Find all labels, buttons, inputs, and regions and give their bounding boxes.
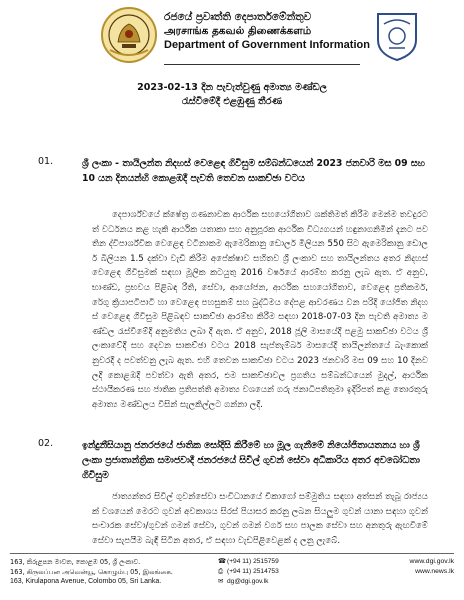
footer-divider — [10, 553, 454, 554]
website-link[interactable]: www.dgi.gov.lk — [409, 558, 454, 565]
footer-address — [10, 557, 200, 587]
dept-name-sinhala: රජයේ ප්‍රවෘත්ති දෙපාර්තමේන්තුව — [164, 11, 312, 23]
document-title-line-2: රැස්වීමේදී එළඹුණු තීරණ — [181, 96, 283, 107]
fax-icon: ⎙ — [218, 568, 224, 575]
sri-lanka-emblem-icon — [100, 6, 158, 64]
section-heading: ඉන්දුනීසියානු ජනරජයේ ජාතික සෝදිසි කිරීමේ හා මූල ගැනීමේ නියෝජිතායතනය හා ශ්‍රී ලංකා ප්‍රජාතාන්ත්‍රික සමාජවාදී ජනරජයේ සිවිල් ගුවන් සේවා අධිකාරිය අතර අවබෝධතා ගිවිසුම — [82, 440, 420, 481]
section-number: 01. — [38, 156, 54, 167]
phone-icon: ☎ — [218, 558, 227, 565]
dept-name-tamil: அரசாங்க தகவல் திணைக்களம் — [164, 25, 312, 37]
email-icon: ✉ — [218, 578, 224, 585]
department-names — [164, 10, 394, 52]
address-sinhala: 163, කිරුළපන මාවත, කොළඹ 05, ශ්‍රී ලංකාව. — [10, 558, 141, 566]
dept-name-english: Department of Government Information — [164, 39, 370, 51]
footer-websites — [364, 557, 454, 577]
letterhead — [100, 6, 430, 66]
footer-contacts — [218, 557, 358, 587]
section-body: දෙපාර්ශ්වයේ ක්ෂේත්‍ර ගණනාවක ආර්ථික සහයෝගිතාව ශක්තිමත් කිරීම මෙන්ම තවදුරටත් වර්ධනය කළ හැකි ආර්ථික යතාකා සහ අනුපූරක ආර්ථික විධ්‍යගයන් හඳුනාගනිමින් දැනට පවතින ද්විපාර්ශ්වික වෙළෙඳ වටිනාකම ඇමෙරිකානු ඩොලර් මිලියන 550 සිට ඇමෙරිකානු ඩොලර් බිලියන 1.5 දක්වා වැඩි කිරීම අපේක්ෂාව සහිතව ශ්‍රී ලංකාව සහ තායිලන්තය අතර නිදහස් වෙළෙඳ ගිවිසුමක් සඳහා මූලික කටයුතු 2016 වර්ෂයේ ආරම්භ කරනු ලැබ ඇත. ඒ අනුව, භාණ්ඩ, ප්‍රභවය පිළිබඳ රීති, සේවා, ආයෝජන, ආර්ථික සහයෝගිතාව, වෙළෙඳ ප්‍රතිකර්ම, රේගු ක්‍රියාපටිපාටි හා වෙළෙඳ පහසුකම් සහ බුද්ධිමය දේපළ ආවරණය වන පරිදි යෝජිත නිදහස් වෙළෙඳ ගිවිසුම පිළිබඳව සාකච්ඡා ආරම්භ කිරීම සඳහා 2018-07-03 දින පැවති අමාත්‍ය මණ්ඩල රැස්වීමේදී අනුමතිය ලබා දී ඇත. ඒ අනුව, 2018 ජූලි මාසයේදී පළමු සාකච්ඡා වටය ශ්‍රී ලංකාවේදී සහ දෙවන සාකච්ඡා වටය 2018 සැප්තැම්බර් මාසයේදී තායිලන්තයේ බැංකොක් නුවරදී ද පවත්වනු ලැබ ඇත. එහි තෙවන සාකච්ඡා වටය 2023 ජනවාරි මස 09 සහ 10 දිනවලදී කොළඹදී පවත්වා ඇති අතර, එම සාකච්ඡාවල ප්‍රගතිය සම්බන්ධයෙන් මුදල්, ආර්ථික ස්ථායීකරණ සහ ජාතික ප්‍රතිපත්ති අමාත්‍ය වශයෙන් ගරු ජනාධිපතිතුමා ඉදිරිපත් කළ තොරතුරු අමාත්‍ය මණ්ඩලය විසින් සැලකිල්ලට ගන්නා ලදී. — [92, 210, 428, 410]
fax-number: (+94 11) 2514753 — [227, 568, 279, 575]
address-english: 163, Kirulapona Avenue, Colombo 05, Sri Lanka. — [10, 578, 162, 585]
section-number: 02. — [38, 438, 54, 449]
phone-number: (+94 11) 2515759 — [227, 558, 279, 565]
email-address[interactable]: dg@dgi.gov.lk — [227, 578, 269, 585]
document-title-line-1: 2023-02-13 දින පැවැත්වුණු අමාත්‍ය මණ්ඩල — [137, 82, 327, 93]
section-body: ජාත්‍යන්තර සිවිල් ගුවන්සේවා සංවිධානයේ චිකාගෝ සම්මුතිය සඳහා අත්සන් තැබූ රාජ්‍යයක් වශයෙන් මෙරට ගුවන් අවකාශය සිරස් පියාසර කරනු ලබන සියලුම ගුවන් යානා සඳහා ගුවන් සංචාරක සේවා/ගුවන් ගමන් සේවා, ගුවන් ගමන් වර්ග සහ පාලක සේවා සහ අනතුරු ඇඟවීමේ සේවා සැපයීම බැඳී සිටින අතර, ඒ සඳහා වැඩපිළිවෙළක් ද ලනු ලැබේ. — [92, 492, 428, 546]
department-seal-icon — [372, 10, 422, 62]
website-link[interactable]: www.news.lk — [415, 568, 454, 575]
address-tamil: 163, கிருலப்பன அவென்யூ, கொழும்பு 05, இலங்கை. — [10, 568, 173, 576]
section-heading: ශ්‍රී ලංකා - තායිලන්ත නිදහස් වෙළෙඳ ගිවිසුම සම්බන්ධයෙන් 2023 ජනවාරි මස 09 සහ 10 යන දිනයන්හි කොළඹදී පැවති තෙවන සාකච්ඡා වටය — [82, 158, 425, 184]
letterhead-divider — [164, 64, 360, 65]
